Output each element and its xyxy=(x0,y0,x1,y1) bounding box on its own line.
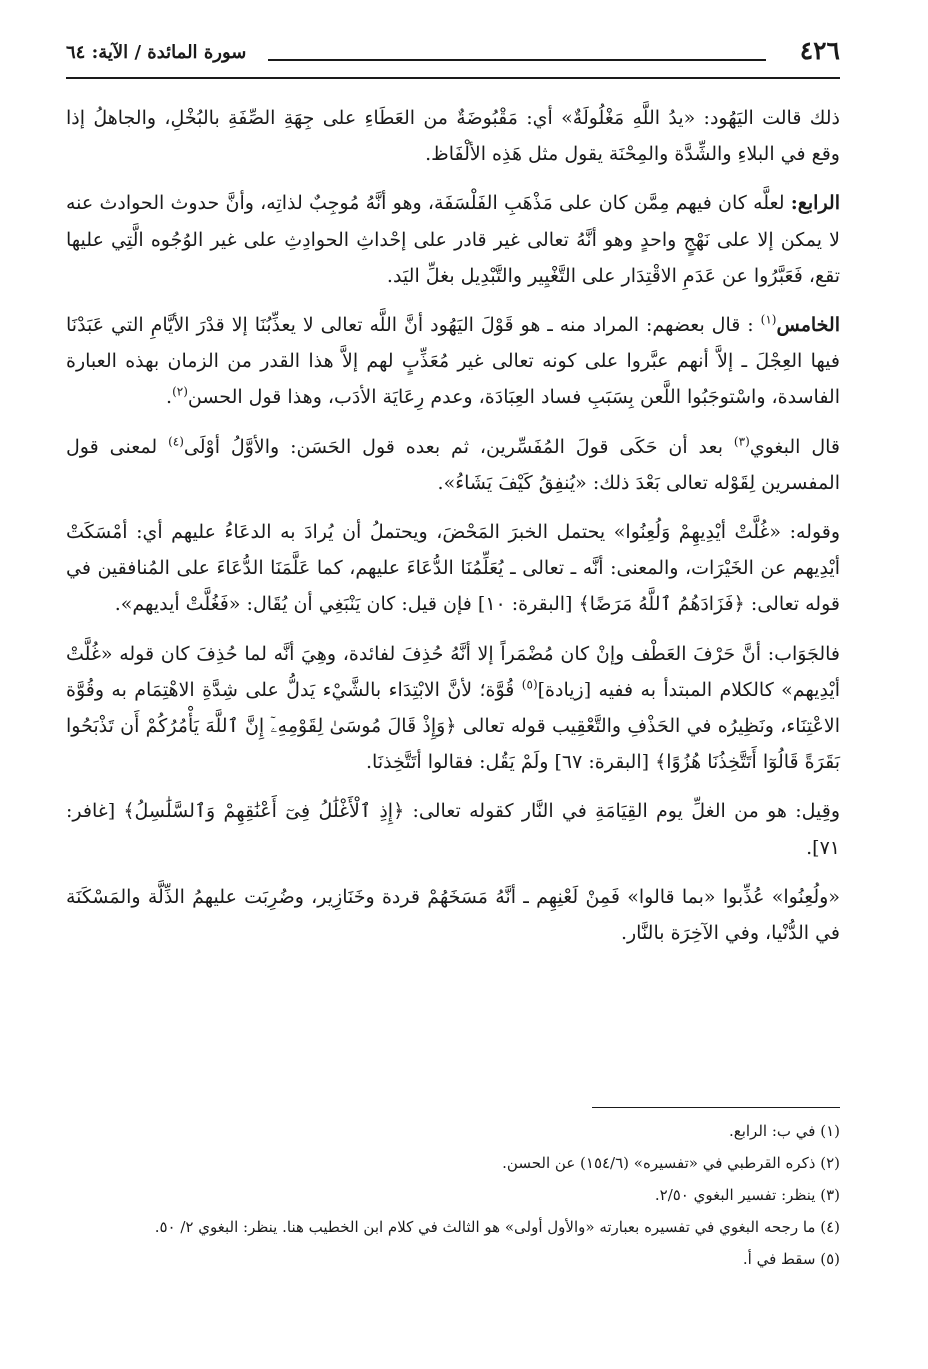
line: قُوَّة؛ لأنَّ الابْتِدَاء xyxy=(388,678,515,701)
line: «ولُعِنُوا» عُذِّبوا «بما قالوا» فَمِنْ لَعْنِهِم ـ أنَّهُ مَسَخَهُمْ قردة وخَنَازِير، وضُرِبَت عليهمُ xyxy=(192,885,840,908)
footnote-ref: (١) xyxy=(760,312,777,327)
line: لعلَّه كان فيهم مِمَّن كان على مَذْهَبِ الفَلْسَفَة، وهو أنَّهُ مُوجِبٌ لذاتِه، وأنَّ xyxy=(225,192,785,215)
header-rule xyxy=(66,77,840,79)
header-dash-line xyxy=(268,59,766,61)
line: والجاهلُ إذا وقع في البلاءِ والشِّدَّة والمِحْنَة يقول مثل هَذِه الألْفَاظ. xyxy=(66,107,840,166)
footnote: (١) في ب: الرابع. xyxy=(728,1122,840,1140)
line: فالجَوَاب: أنَّ حَرْفَ العَطْف وإنْ كان مُضْمَراً إلا أنَّهُ حُذِفَ لفائدة، وهِيَ أنَّه لما xyxy=(244,642,841,665)
line: وقوله: «غُلَّتْ أيْدِيهِمْ وَلُعِنُوا» يحتمل الخبرَ المَحْضَ، ويحتملُ أن يُرادَ به الدعَاءُ xyxy=(224,521,841,544)
paragraph-5 xyxy=(66,514,840,623)
paragraph-label: الخامس xyxy=(776,314,840,337)
paragraph-8 xyxy=(66,879,840,951)
line: الحوادِثِ على غير الوُجُوه الَّتِي عليها تقع، فَعَبَّرُوا عن عَدَمِ الاقْتِدَار على التَّغْيِير والتَّبْدِيل xyxy=(66,228,840,287)
running-title: سورة المائدة / الآية: ٦٤ xyxy=(66,42,247,63)
footnote-ref: (٣) xyxy=(733,434,750,449)
paragraph-6 xyxy=(66,636,840,781)
line: قيل: كان يَنْبَغِي أن يُقَال: «فَغُلَّتْ أيديهم». xyxy=(114,593,437,616)
line: بالشَّيْء يَدلُّ على شِدَّةِ الاهْتِمَام به وقُوَّة الاعْتِنَاء، ونَظِيرُه في الحَذْفِ والتَّعْقِيب قوله تعالى xyxy=(66,678,840,738)
footnote: (٣) ينظر: تفسير البغوي ٢/٥٠. xyxy=(654,1186,840,1204)
line: بعد أن حَكَى قولَ المُفَسِّرين، ثم بعده قول الحَسَن: والأوَّلُ أوْلَى xyxy=(183,435,723,458)
footnote-ref: (٤) xyxy=(168,434,184,449)
line: قدْرَ الأيَّامِ التي عَبَدْنَا فيها العِجْلَ ـ إلاَّ أنهم عبَّروا على كونه تعالى غير مُعَذِّبٍ لهم إلاَّ هذا xyxy=(66,314,840,373)
line: فقالوا أتَتَّخِذنَا. xyxy=(366,751,474,774)
line: ذلك قالت اليَهُود: «يدُ اللَّهِ مَغْلُولَةٌ» أي: مَقْبُوضَةٌ من العَطَاءِ على جِهَةِ الصِّفَةِ بالبُخْلِ، xyxy=(164,107,840,129)
line: وَٱلسَّلَٰسِلُ﴾ [غافر: ٧١]. xyxy=(66,800,840,859)
paragraph-1 xyxy=(66,100,840,172)
footnote-ref: (٥) xyxy=(521,677,538,692)
body-text xyxy=(66,100,840,964)
page-number: ٤٢٦ xyxy=(799,36,840,65)
paragraph-4 xyxy=(66,429,840,501)
line: كما عَلَّمَنَا الدُّعَاءَ على المُنافقين في قوله تعالى: ﴿فَزَادَهُمُ ٱللَّهُ مَرَضًا﴾ [البقرة: ١٠] فإن xyxy=(66,557,840,616)
line: الذِّلَّة والمَسْكَنَة في الدُّنْيا، وفي الآخِرَة بالنَّار. xyxy=(66,885,840,945)
line: الأدَب، وهذا قول الحسن xyxy=(187,386,377,409)
line: وقِيل: هو من الغلِّ يوم القِيَامَةِ في النَّار كقوله تعالى: ﴿إِذِ ٱلْأَغْلَٰلُ فِىٓ أَعْنَٰقِهِمْ xyxy=(223,800,841,823)
line: قال البغوي xyxy=(749,435,840,458)
footnote: (٥) سقط في أ. xyxy=(742,1250,840,1268)
footnote: (٢) ذكره القرطبي في «تفسيره» (١٥٤/٦) عن الحسن. xyxy=(502,1154,840,1172)
paragraph-3: الخامس$^{(١)}$ : قال بعضهم: المراد منه ـ هو قَوْلَ اليَهُود أنَّ اللَّه تعالى لا يعذِّبُنَا إلا قدْرَ الأيَّامِ التي عَبَدْنَا فيها العِجْلَ ـ إلاَّ أنهم عبَّروا على كونه تعالى غير مُعَذِّبٍ لهم إلاَّ هذا القدر من الزمان بهذه العبارة الفاسدة، واسْتوجَبُوا اللَّعن بِسَبَبِ فساد العِبَادَة، وعدم رِعَايَة الأدَب، وهذا قول الحسن$^{(٢)}$. xyxy=(66,312,840,409)
page-header xyxy=(66,34,840,70)
footnote-separator xyxy=(592,1107,840,1108)
footnote: (٤) ما رجحه البغوي في تفسيره بعبارته «والأول أولى» هو الثالث في كلام ابن الخطيب هنا. ينظر: البغوي ٢/ ٥٠. xyxy=(154,1218,840,1236)
footnote-ref: (٢) xyxy=(172,385,188,400)
line: عليهم أي: أمْسَكَتْ أيْدِيهم عن الخَيْرَات، والمعنى: أنَّه ـ تعالى ـ يُعَلِّمُنَا الدُّعَاءَ عليهم، xyxy=(66,521,840,580)
line: حُذِفَ كان قوله «غُلَّتْ أيْدِيهم» كالكلام المبتدأ به ففيه [زيادة] xyxy=(66,642,840,701)
paragraph-7 xyxy=(66,793,840,865)
line: ﴿وَإِذْ قَالَ مُوسَىٰ لِقَوْمِهِۦٓ إِنَّ ٱللَّهَ يَأْمُرُكُمْ أَن تَذْبَحُوا بَقَرَةً قَالُوٓا أَتَتَّخِذُنَا هُزُوًا﴾ [البقرة: ٦٧] ولَمْ يَقُل: xyxy=(66,715,840,774)
line: لمعنى قول المفسرين لِقَوْله تعالى بَعْدَ ذلك: «يُنفِقُ كَيْفَ يَشَاءُ». xyxy=(66,435,840,494)
footnotes xyxy=(70,1118,840,1278)
paragraph-2 xyxy=(66,185,840,294)
line: حدوث الحوادث عنه لا يمكن إلا على نَهْجٍ واحدٍ وهو أنَّهُ تعالى غير قادر على إحْداثِ xyxy=(66,192,840,251)
line: : قال بعضهم: المراد منه ـ هو قَوْلَ اليَهُود أنَّ اللَّه تعالى لا يعذِّبُنَا إلا xyxy=(231,314,754,337)
paragraph-label: الرابع: xyxy=(790,192,840,215)
line: بغلِّ اليَد. xyxy=(386,264,455,287)
line: القدر من الزمان بهذه العبارة الفاسدة، واسْتوجَبُوا اللَّعن بِسَبَبِ فساد العِبَادَة، وعدم رِعَايَة xyxy=(66,350,840,409)
